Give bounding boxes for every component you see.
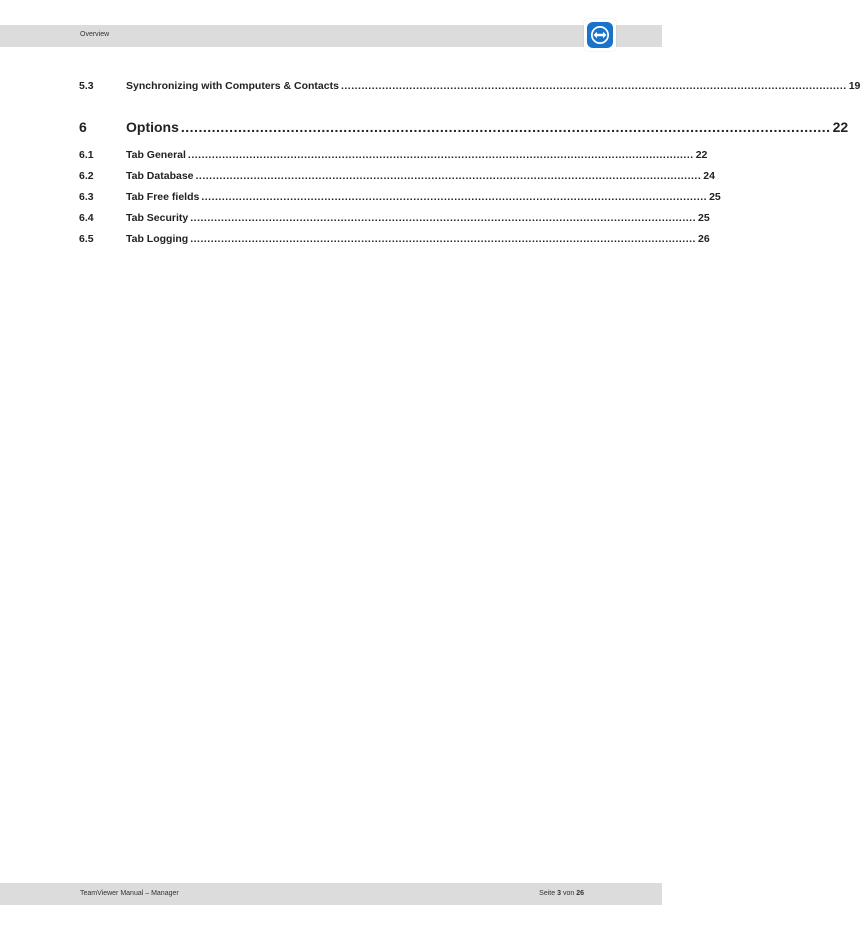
toc-leader-dots: .................................................................................................................................................... bbox=[201, 191, 708, 203]
page-prefix: Seite bbox=[539, 890, 556, 897]
toc-leader-dots: .................................................................................................................................................... bbox=[195, 170, 702, 182]
toc-entry-6-3[interactable] bbox=[79, 191, 721, 203]
toc-number: 6.4 bbox=[79, 212, 94, 224]
page-separator: von bbox=[562, 890, 575, 897]
toc-entry-6-2[interactable] bbox=[79, 170, 715, 182]
toc-label: Tab Database bbox=[126, 170, 194, 182]
page-header bbox=[0, 25, 662, 47]
teamviewer-logo-icon bbox=[584, 19, 616, 51]
toc-page: 22 bbox=[832, 119, 849, 135]
toc-label: Options bbox=[126, 119, 179, 135]
toc-label: Tab Logging bbox=[126, 233, 189, 245]
page-current: 3 bbox=[557, 890, 561, 897]
toc-label: Tab General bbox=[126, 149, 186, 161]
toc-number: 6.2 bbox=[79, 170, 94, 182]
toc-number: 5.3 bbox=[79, 80, 94, 92]
toc-page: 24 bbox=[703, 170, 715, 182]
toc-page: 25 bbox=[698, 212, 710, 224]
toc-label: Synchronizing with Computers & Contacts bbox=[126, 80, 339, 92]
toc-entry-6-4[interactable] bbox=[79, 212, 710, 224]
toc-leader-dots: .................................................................................................................................................... bbox=[180, 119, 831, 135]
toc-entry-6[interactable] bbox=[79, 119, 849, 135]
header-title: Overview bbox=[80, 31, 110, 38]
toc-leader-dots: .................................................................................................................................................... bbox=[340, 80, 847, 92]
toc-page: 19 bbox=[848, 80, 860, 92]
toc-page: 26 bbox=[697, 233, 710, 245]
toc-number: 6.1 bbox=[79, 149, 94, 161]
toc-number: 6.5 bbox=[79, 233, 94, 245]
toc-entry-5-3[interactable] bbox=[79, 80, 860, 92]
footer-page-number bbox=[539, 890, 584, 897]
toc-leader-dots: .................................................................................................................................................... bbox=[187, 149, 694, 161]
toc-leader-dots: .................................................................................................................................................... bbox=[190, 212, 697, 224]
toc-entry-6-5[interactable] bbox=[79, 233, 710, 245]
page-footer bbox=[0, 883, 662, 905]
toc-number: 6.3 bbox=[79, 191, 94, 203]
page-total: 26 bbox=[576, 890, 584, 897]
toc-page: 22 bbox=[695, 149, 708, 161]
toc-label: Tab Free fields bbox=[126, 191, 200, 203]
footer-document-title: TeamViewer Manual – Manager bbox=[80, 890, 179, 897]
toc-page: 25 bbox=[709, 191, 721, 203]
toc-label: Tab Security bbox=[126, 212, 189, 224]
toc-entry-6-1[interactable] bbox=[79, 149, 708, 161]
toc-number: 6 bbox=[79, 119, 87, 135]
toc-leader-dots: .................................................................................................................................................... bbox=[190, 233, 696, 245]
